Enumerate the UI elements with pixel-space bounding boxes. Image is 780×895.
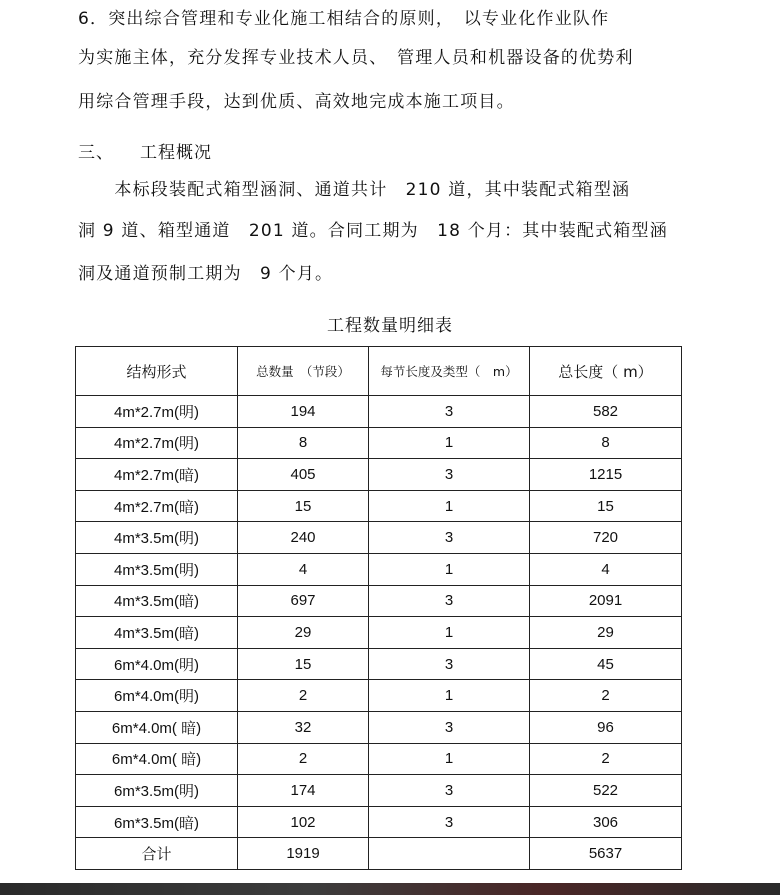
table-cell: 15	[530, 490, 682, 522]
table-cell: 3	[369, 648, 530, 680]
table-cell: 2	[530, 680, 682, 712]
table-cell: 45	[530, 648, 682, 680]
table-cell: 6m*4.0m( 暗)	[76, 743, 238, 775]
table-cell: 4	[530, 553, 682, 585]
table-cell: 1	[369, 743, 530, 775]
section-number: 三、	[78, 143, 114, 163]
table-cell: 合计	[76, 838, 238, 870]
table-cell: 1	[369, 553, 530, 585]
table-cell: 4m*2.7m(暗)	[76, 490, 238, 522]
table-cell: 8	[530, 427, 682, 459]
table-cell: 582	[530, 396, 682, 428]
table-cell: 522	[530, 775, 682, 807]
table-cell: 5637	[530, 838, 682, 870]
table-row	[76, 680, 682, 712]
table-cell: 15	[238, 648, 369, 680]
intro-line-1: 6．突出综合管理和专业化施工相结合的原则， 以专业化作业队作	[78, 9, 610, 29]
header-structure: 结构形式	[76, 347, 238, 396]
table-header-row	[76, 347, 682, 396]
overview-line-3: 洞及通道预制工期为 9 个月。	[78, 264, 334, 284]
table-row	[76, 427, 682, 459]
table-row	[76, 838, 682, 870]
table-cell: 3	[369, 396, 530, 428]
table-cell: 4m*2.7m(明)	[76, 396, 238, 428]
table-cell: 4m*3.5m(暗)	[76, 617, 238, 649]
table-cell: 4m*2.7m(明)	[76, 427, 238, 459]
table-cell: 405	[238, 459, 369, 491]
table-cell: 3	[369, 522, 530, 554]
table-cell: 4m*3.5m(明)	[76, 553, 238, 585]
table-cell: 2	[238, 743, 369, 775]
table-cell: 697	[238, 585, 369, 617]
table-row	[76, 553, 682, 585]
table-row	[76, 585, 682, 617]
table-cell: 2	[238, 680, 369, 712]
intro-line-2: 为实施主体，充分发挥专业技术人员、 管理人员和机器设备的优势利	[78, 48, 634, 68]
table-row	[76, 459, 682, 491]
table-row	[76, 711, 682, 743]
table-row	[76, 617, 682, 649]
table-cell: 240	[238, 522, 369, 554]
overview-line-2: 洞 9 道、箱型通道 201 道。合同工期为 18 个月：其中装配式箱型涵	[78, 221, 668, 241]
table-cell: 6m*4.0m( 暗)	[76, 711, 238, 743]
table-cell: 96	[530, 711, 682, 743]
table-body	[76, 396, 682, 870]
table-cell: 194	[238, 396, 369, 428]
table-cell: 4m*3.5m(暗)	[76, 585, 238, 617]
table-cell: 29	[238, 617, 369, 649]
table-cell: 1	[369, 617, 530, 649]
table-cell: 1	[369, 680, 530, 712]
table-row	[76, 648, 682, 680]
table-row	[76, 743, 682, 775]
table-cell: 1919	[238, 838, 369, 870]
table-cell: 1	[369, 427, 530, 459]
table-cell: 1215	[530, 459, 682, 491]
quantity-table	[75, 346, 682, 870]
table-cell: 3	[369, 711, 530, 743]
table-cell: 4m*2.7m(暗)	[76, 459, 238, 491]
table-row	[76, 775, 682, 807]
header-total-count: 总数量 （节段）	[238, 347, 369, 396]
bottom-bar	[0, 883, 780, 895]
header-segment-length: 每节长度及类型（ m）	[369, 347, 530, 396]
table-cell: 32	[238, 711, 369, 743]
table-cell: 8	[238, 427, 369, 459]
section-heading	[78, 138, 212, 163]
table-cell	[369, 838, 530, 870]
table-cell: 6m*3.5m(暗)	[76, 806, 238, 838]
table-cell: 3	[369, 585, 530, 617]
table-cell: 2	[530, 743, 682, 775]
table-cell: 3	[369, 775, 530, 807]
table-cell: 720	[530, 522, 682, 554]
table-cell: 15	[238, 490, 369, 522]
table-cell: 2091	[530, 585, 682, 617]
table-cell: 306	[530, 806, 682, 838]
table-cell: 6m*3.5m(明)	[76, 775, 238, 807]
table-row	[76, 806, 682, 838]
table-cell: 6m*4.0m(明)	[76, 680, 238, 712]
table-row	[76, 396, 682, 428]
table-row	[76, 522, 682, 554]
intro-line-3: 用综合管理手段，达到优质、高效地完成本施工项目。	[78, 92, 515, 112]
table-cell: 174	[238, 775, 369, 807]
table-row	[76, 490, 682, 522]
table-cell: 3	[369, 806, 530, 838]
header-total-length: 总长度（ m）	[530, 347, 682, 396]
section-title: 工程概况	[140, 143, 212, 163]
table-cell: 3	[369, 459, 530, 491]
table-title: 工程数量明细表	[327, 316, 453, 336]
table-cell: 4	[238, 553, 369, 585]
table-cell: 1	[369, 490, 530, 522]
table-cell: 29	[530, 617, 682, 649]
table-cell: 4m*3.5m(明)	[76, 522, 238, 554]
table-cell: 102	[238, 806, 369, 838]
table-cell: 6m*4.0m(明)	[76, 648, 238, 680]
overview-line-1: 本标段装配式箱型涵洞、通道共计 210 道，其中装配式箱型涵	[78, 180, 631, 200]
